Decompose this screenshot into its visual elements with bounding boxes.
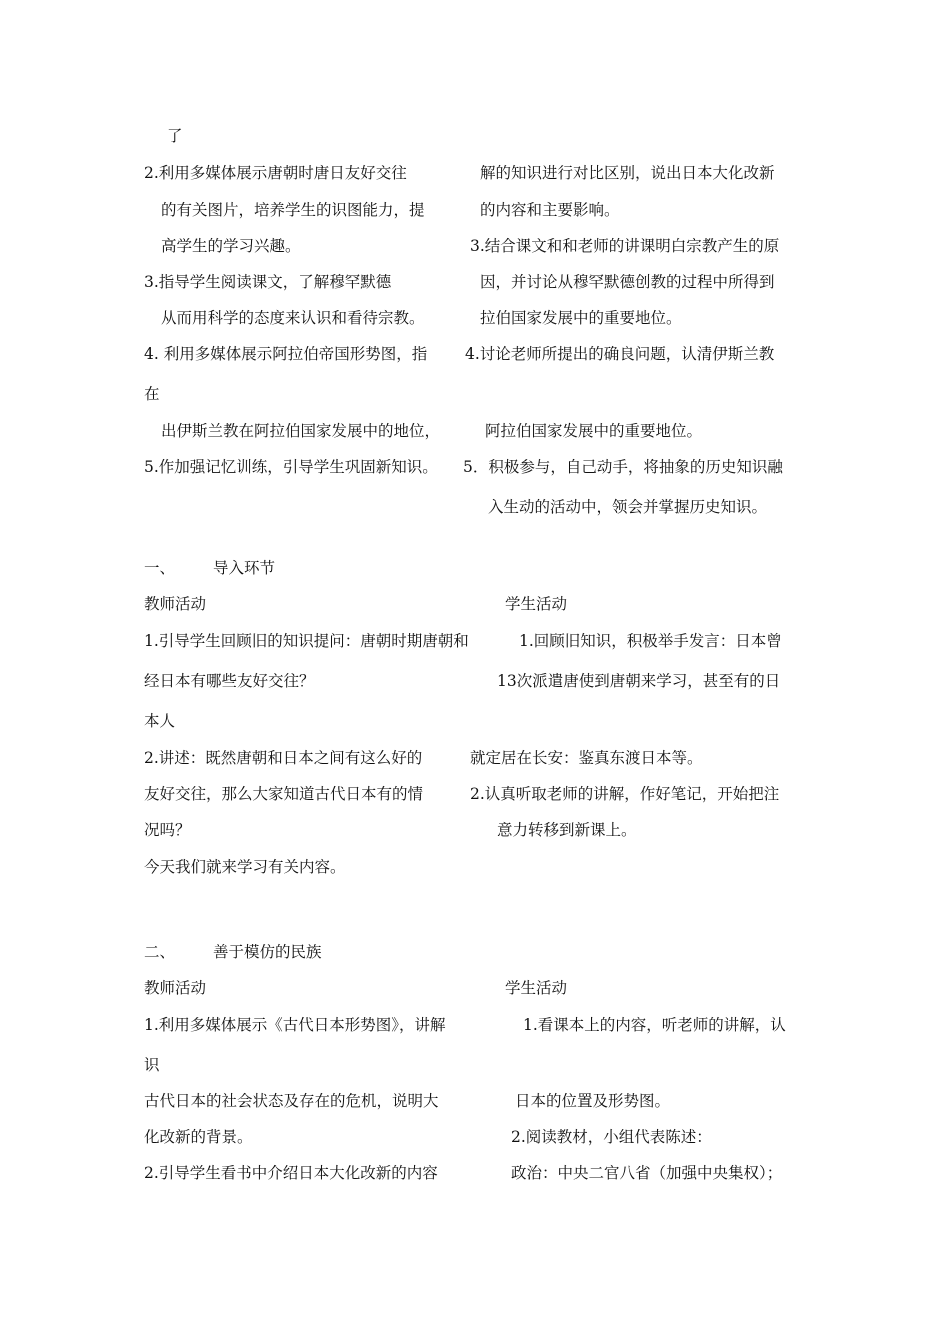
text-line: 阿拉伯国家发展中的重要地位。 [485,422,703,440]
teacher-activity-header: 教师活动 [144,979,207,997]
text-line: 2.阅读教材，小组代表陈述： [511,1128,712,1146]
student-activity-header: 学生活动 [505,595,568,613]
text-line: 高学生的学习兴趣。 [161,237,301,255]
text-line: 4. 利用多媒体展示阿拉伯帝国形势图，指 [144,345,428,363]
teacher-activity-header: 教师活动 [144,595,207,613]
text-line: 古代日本的社会状态及存在的危机，说明大 [144,1092,439,1110]
text-line: 1.回顾旧知识，积极举手发言：日本曾 [519,632,782,650]
text-line: 2.引导学生看书中介绍日本大化改新的内容 [144,1164,438,1182]
text-line: 的内容和主要影响。 [480,201,620,219]
student-activity-header: 学生活动 [505,979,568,997]
text-line: 了 [167,127,183,145]
text-line: 化改新的背景。 [144,1128,253,1146]
text-line: 出伊斯兰教在阿拉伯国家发展中的地位， [161,422,441,440]
text-line: 解的知识进行对比区别，说出日本大化改新 [480,164,775,182]
text-line: 友好交往，那么大家知道古代日本有的情 [144,785,424,803]
text-line: 在 [144,385,160,403]
text-line: 政治：中央二官八省（加强中央集权）； [511,1164,783,1182]
text-line: 经日本有哪些友好交往？ [144,672,315,690]
text-line: 识 [144,1056,160,1074]
text-line: 就定居在长安：鉴真东渡日本等。 [470,749,703,767]
text-line: 3.结合课文和和老师的讲课明白宗教产生的原 [470,237,780,255]
text-line: 1.利用多媒体展示《古代日本形势图》，讲解 [144,1016,446,1034]
text-line: 2.利用多媒体展示唐朝时唐日友好交往 [144,164,407,182]
text-line: 3.指导学生阅读课文，了解穆罕默德 [144,273,392,291]
text-line: 2.讲述：既然唐朝和日本之间有这么好的 [144,749,423,767]
text-line: 5．积极参与，自己动手，将抽象的历史知识融 [463,458,783,476]
section-title: 导入环节 [213,559,276,577]
text-line: 4.讨论老师所提出的确良问题，认清伊斯兰教 [465,345,775,363]
text-line: 拉伯国家发展中的重要地位。 [480,309,682,327]
text-line: 况吗？ [144,821,191,839]
text-line: 今天我们就来学习有关内容。 [144,858,346,876]
text-line: 意力转移到新课上。 [497,821,637,839]
text-line: 日本的位置及形势图。 [515,1092,671,1110]
text-line: 1.引导学生回顾旧的知识提问：唐朝时期唐朝和 [144,632,469,650]
section-number: 二、 [144,943,176,961]
text-line: 入生动的活动中，领会并掌握历史知识。 [488,498,768,516]
text-line: 的有关图片，培养学生的识图能力，提 [161,201,425,219]
text-line: 从而用科学的态度来认识和看待宗教。 [161,309,425,327]
section-number: 一、 [144,559,176,577]
text-line: 本人 [144,712,176,730]
section-title: 善于模仿的民族 [213,943,322,961]
text-line: 13次派遣唐使到唐朝来学习，甚至有的日 [497,672,781,690]
text-line: 2.认真听取老师的讲解，作好笔记，开始把注 [470,785,780,803]
text-line: 1.看课本上的内容，听老师的讲解，认 [523,1016,786,1034]
text-line: 5.作加强记忆训练，引导学生巩固新知识。 [144,458,438,476]
text-line: 因，并讨论从穆罕默德创教的过程中所得到 [480,273,775,291]
